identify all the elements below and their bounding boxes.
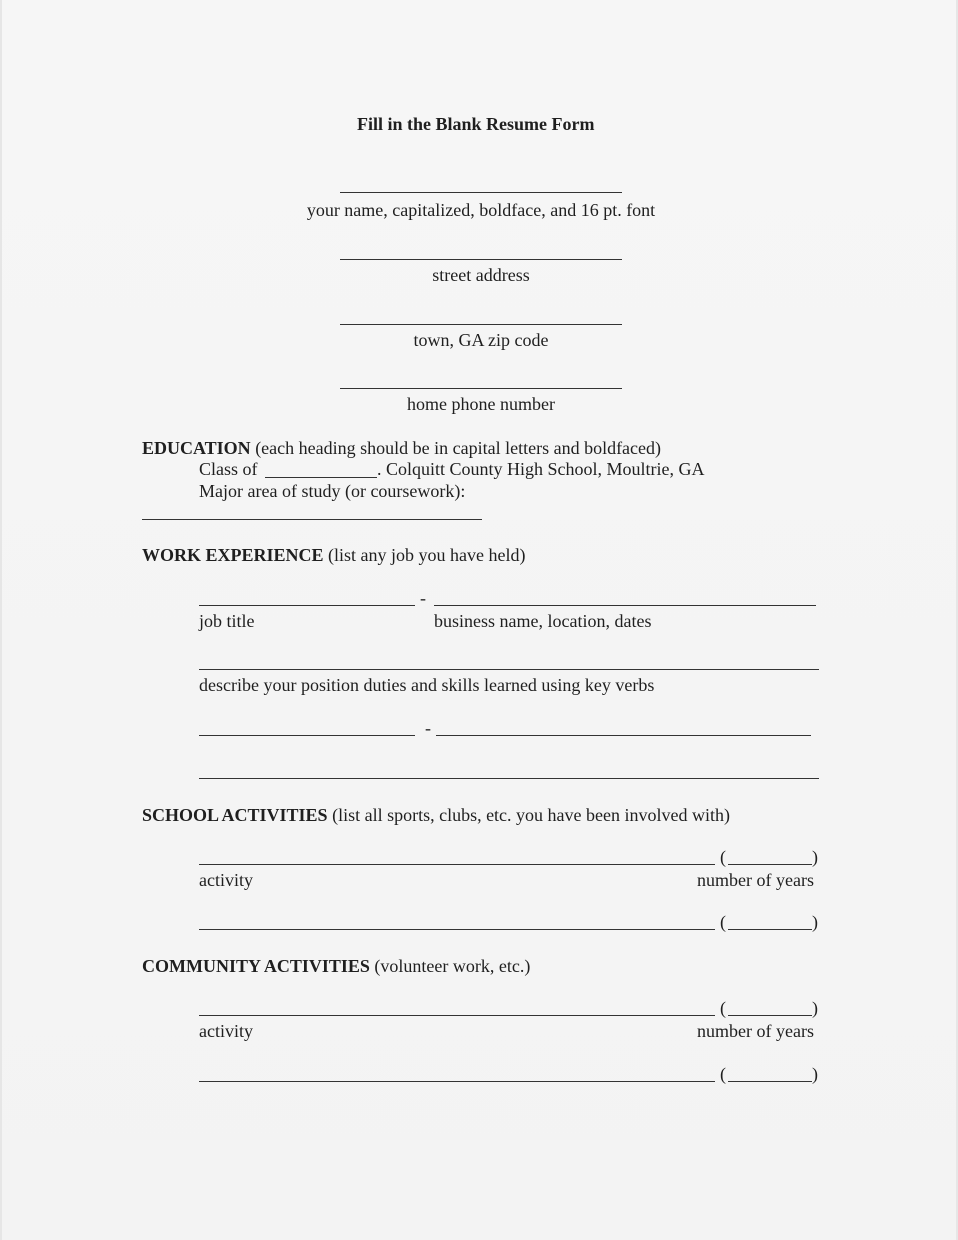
school-activities-note: (list all sports, clubs, etc. you have been involved with) bbox=[327, 805, 730, 825]
community-activity-blank-1[interactable] bbox=[199, 1015, 715, 1016]
major-label: Major area of study (or coursework): bbox=[199, 481, 466, 501]
business-blank[interactable] bbox=[434, 605, 816, 606]
job-title-blank[interactable] bbox=[199, 605, 415, 606]
town-caption: town, GA zip code bbox=[413, 330, 549, 350]
duties-blank[interactable] bbox=[199, 669, 819, 670]
school-activity-caption: activity bbox=[199, 870, 253, 890]
community-activities-heading: COMMUNITY ACTIVITIES bbox=[142, 956, 370, 976]
work-heading: WORK EXPERIENCE bbox=[142, 545, 324, 565]
community-years-blank-1[interactable] bbox=[728, 1015, 812, 1016]
community-activities-note: (volunteer work, etc.) bbox=[369, 956, 531, 976]
community-years-blank-2[interactable] bbox=[728, 1081, 812, 1082]
years-close-paren: ) bbox=[812, 1064, 818, 1084]
school-activities-heading-line bbox=[142, 805, 730, 826]
community-activities-heading-line bbox=[142, 956, 530, 977]
school-name: . Colquitt County High School, Moultrie, GA bbox=[377, 459, 705, 479]
form-title: Fill in the Blank Resume Form bbox=[357, 114, 595, 134]
years-open-paren: ( bbox=[720, 998, 726, 1018]
years-close-paren: ) bbox=[812, 998, 818, 1018]
education-heading: EDUCATION bbox=[142, 438, 251, 458]
school-years-blank-1[interactable] bbox=[728, 864, 812, 865]
school-years-blank-2[interactable] bbox=[728, 929, 812, 930]
business-caption: business name, location, dates bbox=[434, 611, 652, 631]
street-blank[interactable] bbox=[340, 259, 622, 260]
class-of-label: Class of bbox=[199, 459, 258, 479]
street-caption: street address bbox=[432, 265, 530, 285]
job-dash-2: - bbox=[425, 718, 431, 738]
years-open-paren: ( bbox=[720, 912, 726, 932]
class-year-blank[interactable] bbox=[265, 477, 377, 478]
major-blank[interactable] bbox=[142, 519, 482, 520]
town-blank[interactable] bbox=[340, 324, 622, 325]
phone-blank[interactable] bbox=[340, 388, 622, 389]
years-close-paren: ) bbox=[812, 912, 818, 932]
work-note: (list any job you have held) bbox=[323, 545, 526, 565]
duties-caption: describe your position duties and skills learned using key verbs bbox=[199, 675, 655, 695]
education-note: (each heading should be in capital letters and boldfaced) bbox=[250, 438, 662, 458]
community-activity-caption: activity bbox=[199, 1021, 253, 1041]
school-years-caption: number of years bbox=[697, 870, 814, 890]
school-activity-blank-2[interactable] bbox=[199, 929, 715, 930]
work-heading-line bbox=[142, 545, 526, 566]
school-activity-blank-1[interactable] bbox=[199, 864, 715, 865]
community-activity-blank-2[interactable] bbox=[199, 1081, 715, 1082]
business-blank-2[interactable] bbox=[436, 735, 811, 736]
years-open-paren: ( bbox=[720, 847, 726, 867]
years-close-paren: ) bbox=[812, 847, 818, 867]
community-years-caption: number of years bbox=[697, 1021, 814, 1041]
phone-caption: home phone number bbox=[407, 394, 555, 414]
education-heading-line bbox=[142, 438, 661, 459]
school-activities-heading: SCHOOL ACTIVITIES bbox=[142, 805, 328, 825]
job-dash: - bbox=[420, 588, 426, 608]
job-title-caption: job title bbox=[199, 611, 255, 631]
duties-blank-2[interactable] bbox=[199, 778, 819, 779]
name-blank[interactable] bbox=[340, 192, 622, 193]
job-title-blank-2[interactable] bbox=[199, 735, 415, 736]
years-open-paren: ( bbox=[720, 1064, 726, 1084]
name-caption: your name, capitalized, boldface, and 16 pt. font bbox=[306, 200, 656, 220]
